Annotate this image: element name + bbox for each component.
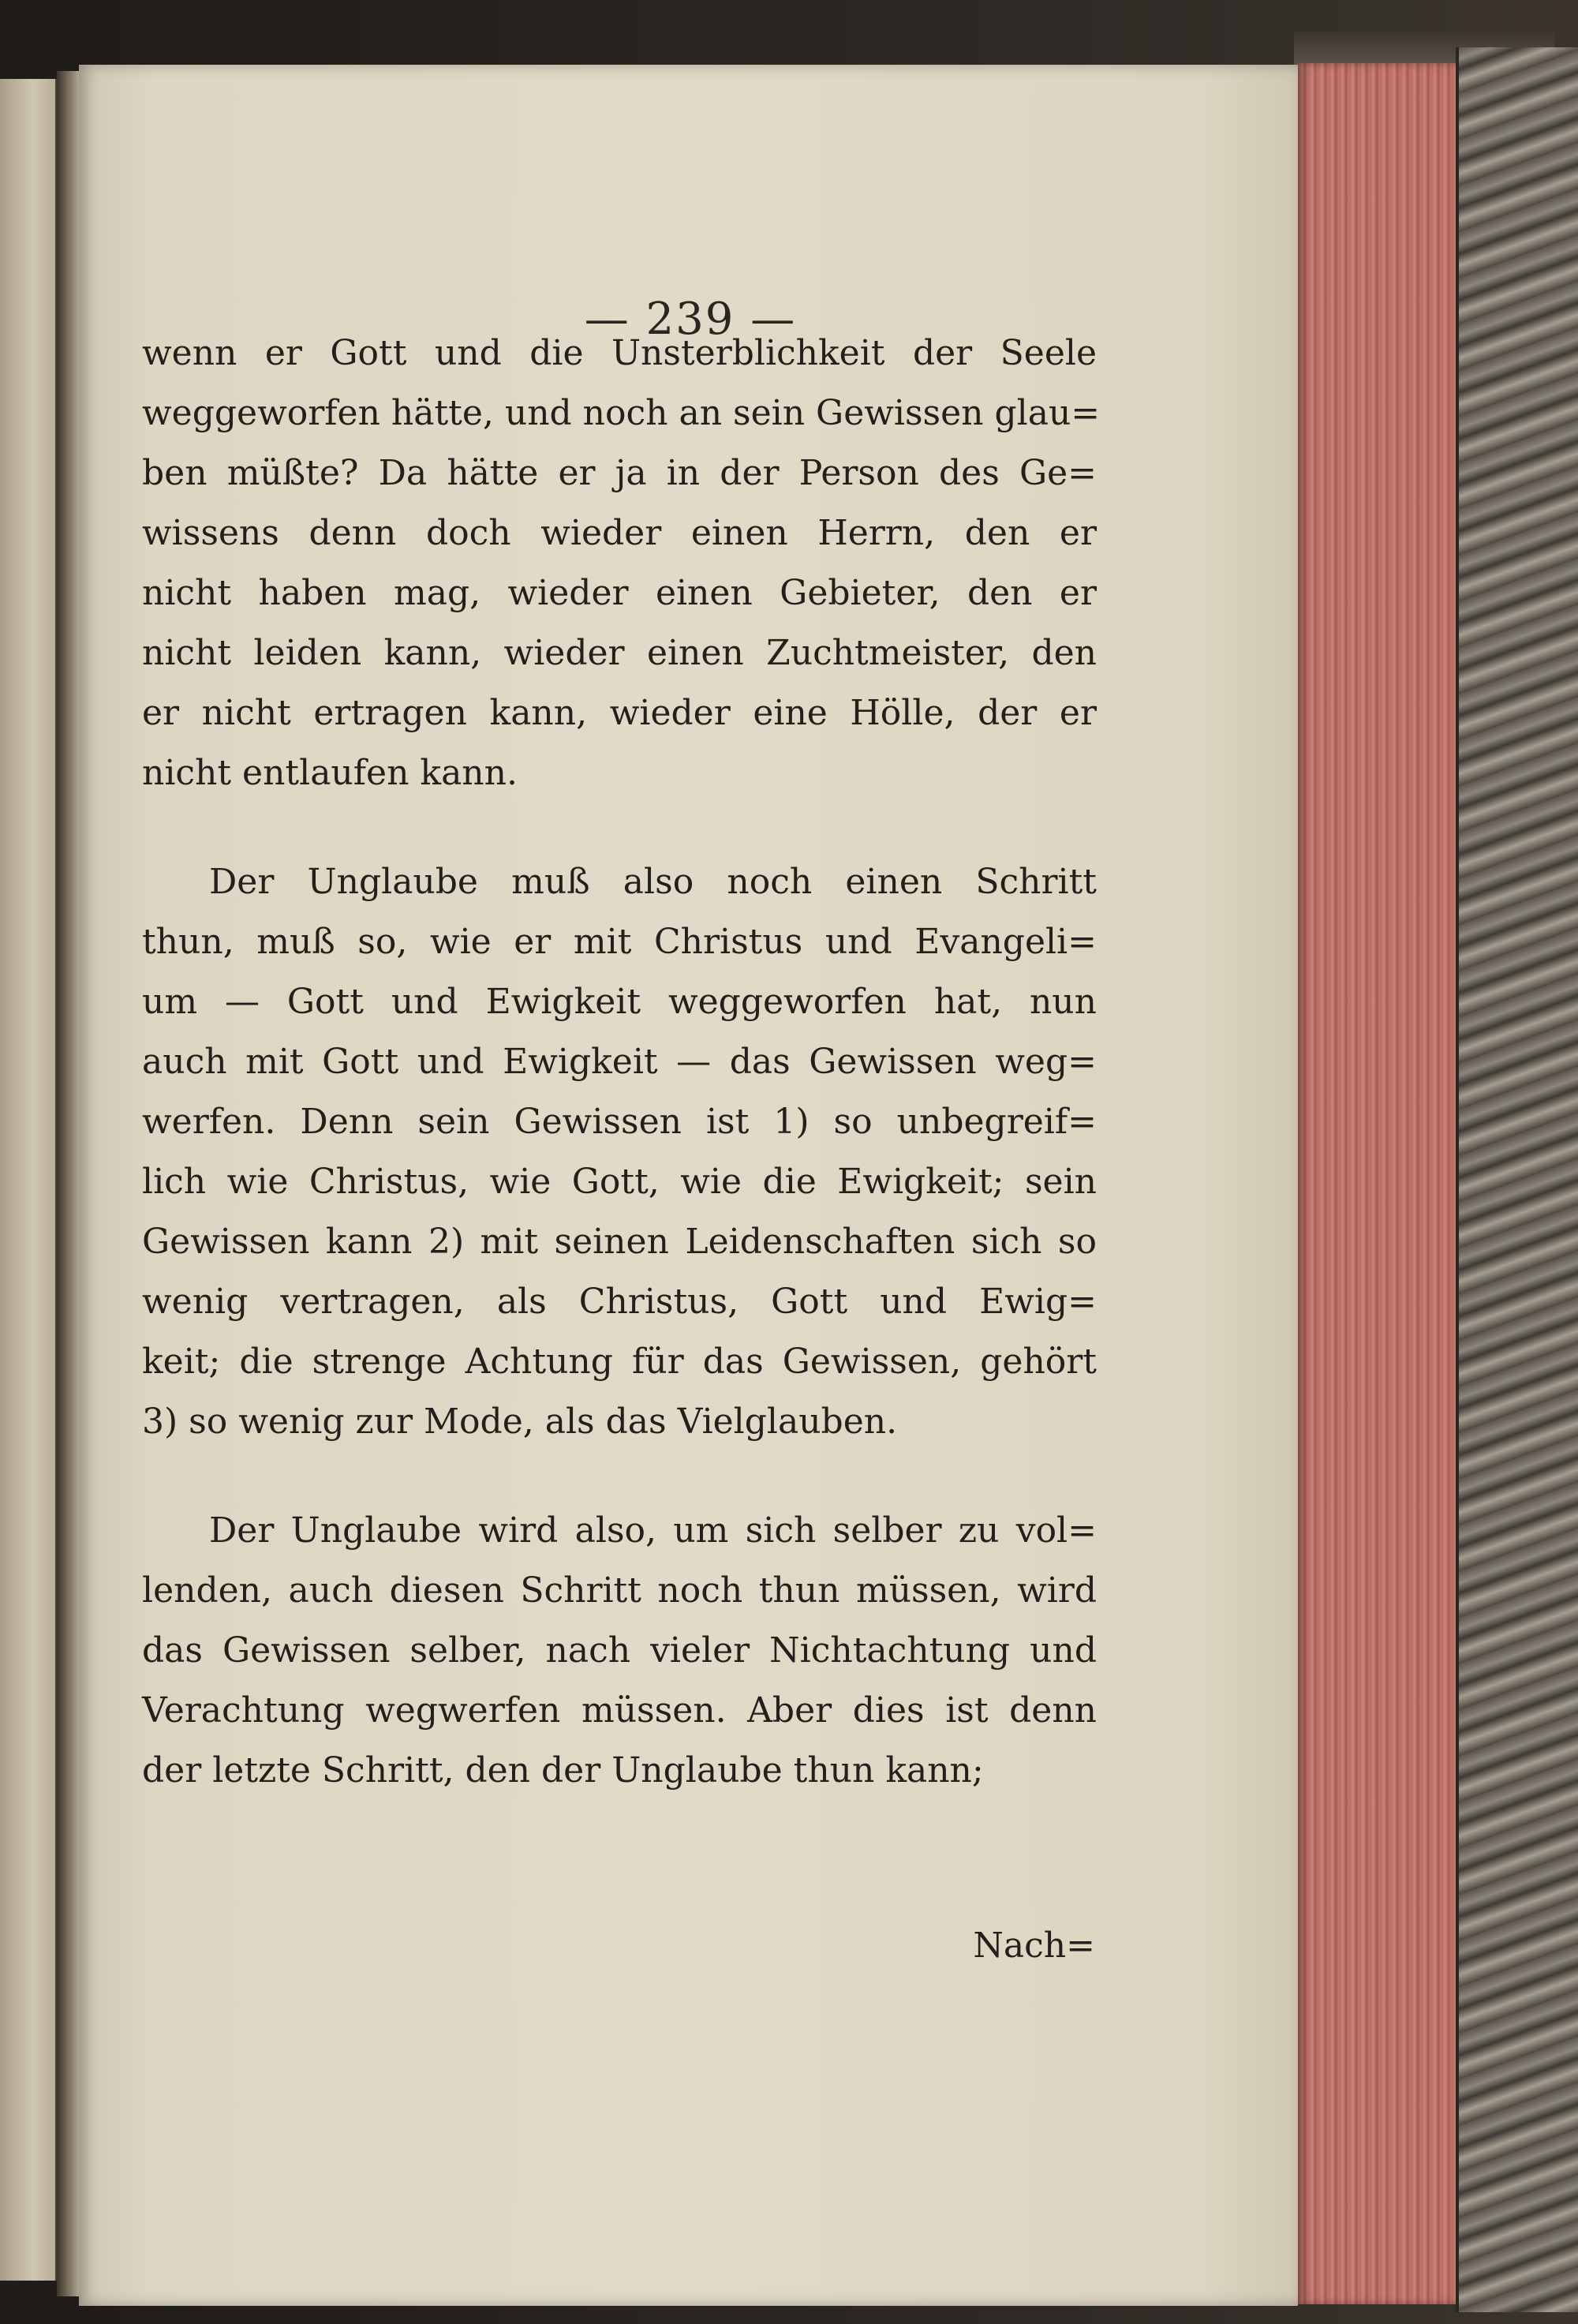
text-line: weggeworfen hätte, und noch an sein Gewissen glau= — [142, 393, 1101, 433]
text-line: Gewissen kann 2) mit seinen Leidenschaften sich so — [142, 1222, 1097, 1262]
text-line: Der Unglaube muß also noch einen Schritt — [209, 862, 1097, 902]
text-line: der letzte Schritt, den der Unglaube thun kann; — [142, 1750, 984, 1791]
text-line: um — Gott und Ewigkeit weggeworfen hat, nun — [142, 982, 1097, 1022]
text-line: thun, muß so, wie er mit Christus und Evangeli= — [142, 922, 1097, 962]
text-line: wissens denn doch wieder einen Herrn, den er — [142, 513, 1097, 553]
book-gutter — [57, 71, 80, 2296]
marbled-cover — [1456, 47, 1578, 2312]
page-text — [142, 324, 1101, 1801]
text-line: Der Unglaube wird also, um sich selber zu vol= — [209, 1510, 1097, 1551]
text-line: 3) so wenig zur Mode, als das Vielglauben. — [142, 1402, 898, 1442]
text-line: Verachtung wegwerfen müssen. Aber dies ist denn — [142, 1690, 1097, 1731]
text-line: nicht haben mag, wieder einen Gebieter, den er — [142, 573, 1097, 613]
text-line: ben müßte? Da hätte er ja in der Person des Ge= — [142, 453, 1097, 493]
text-line: er nicht ertragen kann, wieder eine Hölle, der er — [142, 693, 1097, 733]
previous-page-edge — [0, 79, 58, 2281]
page-number: — 239 — — [584, 294, 797, 345]
text-line: keit; die strenge Achtung für das Gewissen, gehört — [142, 1342, 1097, 1382]
paragraph-gap — [142, 1452, 1097, 1501]
text-line: werfen. Denn sein Gewissen ist 1) so unbegreif= — [142, 1102, 1097, 1142]
catchword: Nach= — [973, 1925, 1095, 1966]
text-line: nicht entlaufen kann. — [142, 753, 518, 793]
text-line: wenig vertragen, als Christus, Gott und Ewig= — [142, 1282, 1097, 1322]
paragraph-gap — [142, 803, 1097, 852]
text-line: lich wie Christus, wie Gott, wie die Ewigkeit; sein — [142, 1162, 1097, 1202]
text-line: das Gewissen selber, nach vieler Nichtachtung und — [142, 1630, 1097, 1671]
page-edges — [1298, 63, 1456, 2304]
text-line: auch mit Gott und Ewigkeit — das Gewissen weg= — [142, 1042, 1097, 1082]
text-line: lenden, auch diesen Schritt noch thun müssen, wird — [142, 1570, 1097, 1611]
text-line: nicht leiden kann, wieder einen Zuchtmeister, den — [142, 633, 1097, 673]
text-line: wenn er Gott und die Unsterblichkeit der Seele — [142, 333, 1097, 373]
